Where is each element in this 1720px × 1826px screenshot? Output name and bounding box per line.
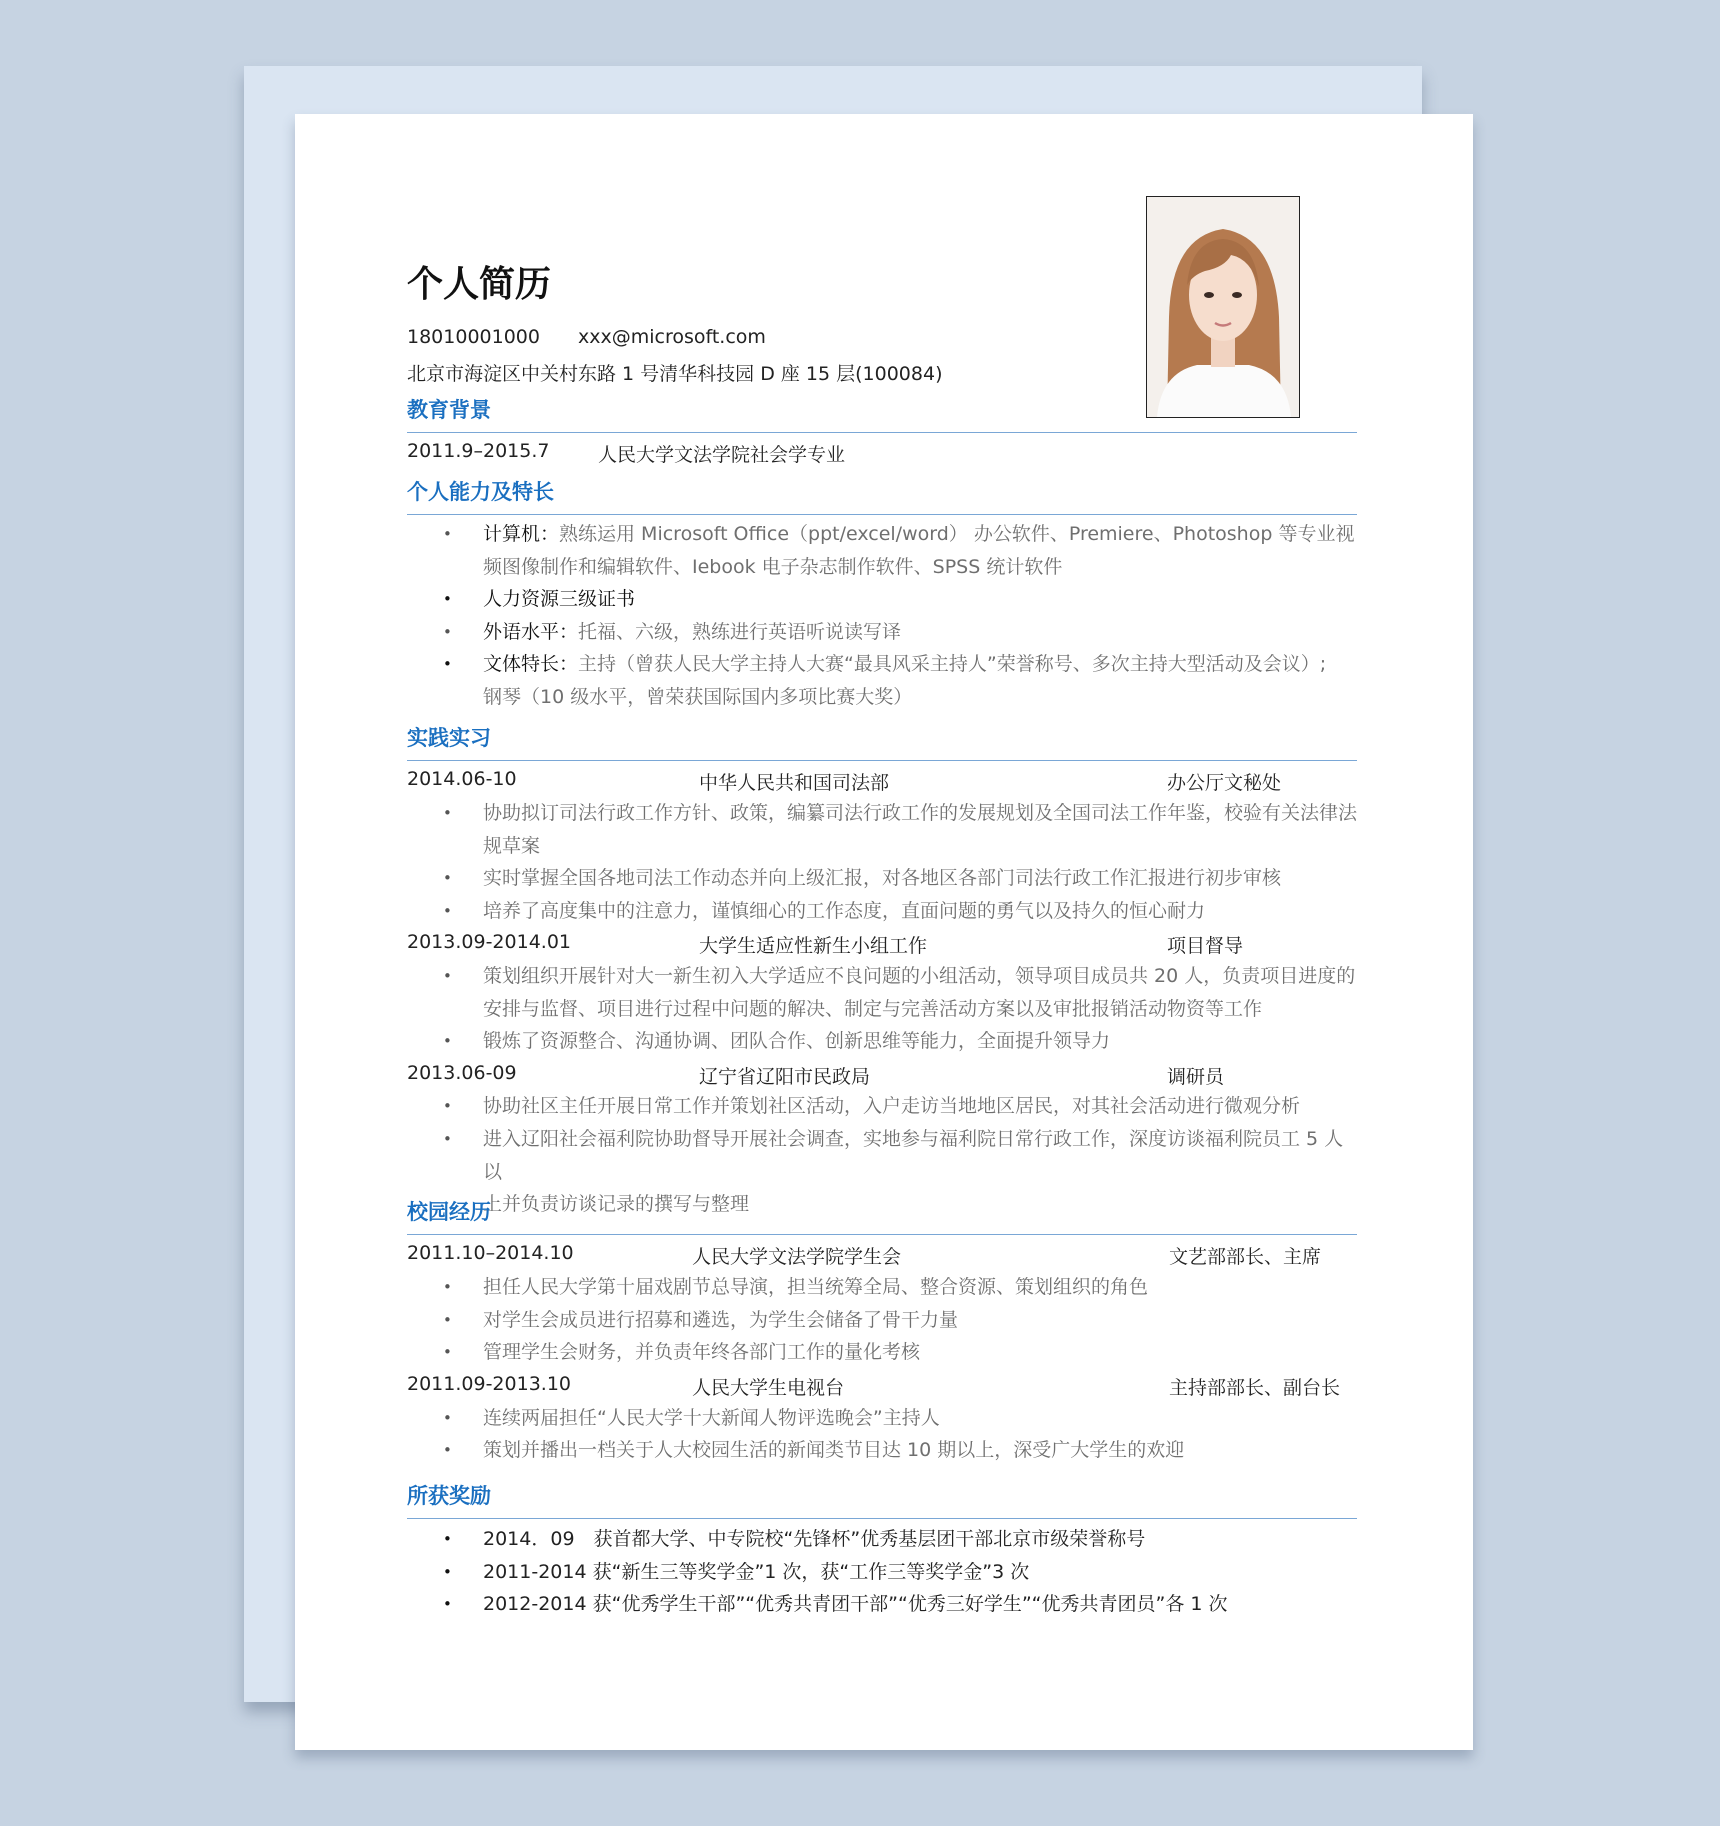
section-title-skills: 个人能力及特长 [407, 480, 554, 504]
job-role: 项目督导 [1167, 935, 1244, 957]
resume-page [295, 114, 1473, 1750]
education-school: 人民大学文法学院社会学专业 [598, 444, 846, 466]
section-divider [407, 1234, 1357, 1235]
award-text: 2014．09 获首都大学、中专院校“先锋杯”优秀基层团干部北京市级荣誉称号 [483, 1528, 1146, 1550]
award-text: 2011-2014 获“新生三等奖学金”1 次，获“工作三等奖学金”3 次 [483, 1561, 1030, 1583]
education-period: 2011.9–2015.7 [407, 440, 550, 462]
skill-text: 熟练运用 Microsoft Office（ppt/excel/word） 办公软件、Premiere、Photoshop 等专业视 [559, 523, 1355, 545]
skill-text: 托福、六级，熟练进行英语听说读写译 [578, 621, 902, 643]
job-bullet-text: 协助社区主任开展日常工作并策划社区活动，入户走访当地地区居民，对其社会活动进行微观分析 [483, 1095, 1301, 1117]
section-divider [407, 760, 1357, 761]
bullet-icon: • [443, 804, 452, 822]
skill-label: 文体特长： [483, 653, 579, 675]
skill-text: 频图像制作和编辑软件、Iebook 电子杂志制作软件、SPSS 统计软件 [483, 555, 1063, 578]
campus-bullet-text: 连续两届担任“人民大学十大新闻人物评选晚会”主持人 [483, 1407, 940, 1429]
resume-title: 个人简历 [407, 264, 552, 305]
bullet-icon: • [443, 655, 452, 673]
job-bullet-text: 上并负责访谈记录的撰写与整理 [483, 1193, 750, 1215]
profile-photo [1146, 196, 1300, 418]
bullet-icon: • [443, 902, 452, 920]
bullet-icon: • [443, 1311, 452, 1329]
section-title-practice: 实践实习 [407, 726, 491, 750]
bullet-icon: • [443, 590, 452, 608]
campus-org: 人民大学文法学院学生会 [692, 1246, 902, 1268]
phone-number: 18010001000 [407, 326, 540, 348]
job-bullet-text: 实时掌握全国各地司法工作动态并向上级汇报，对各地区各部门司法行政工作汇报进行初步审核 [483, 867, 1282, 889]
campus-bullet-text: 担任人民大学第十届戏剧节总导演，担当统筹全局、整合资源、策划组织的角色 [483, 1276, 1149, 1298]
job-bullet-text: 协助拟订司法行政工作方针、政策，编纂司法行政工作的发展规划及全国司法工作年鉴，校验有关法律法 [483, 802, 1358, 824]
job-header [407, 931, 1357, 957]
section-divider [407, 514, 1357, 515]
job-org: 大学生适应性新生小组工作 [699, 935, 928, 957]
bullet-icon: • [443, 1343, 452, 1361]
section-title-awards: 所获奖励 [407, 1484, 491, 1508]
bullet-icon: • [443, 623, 452, 641]
bullet-icon: • [443, 1441, 452, 1459]
campus-period: 2011.10–2014.10 [407, 1242, 574, 1264]
campus-bullet-text: 策划并播出一档关于人大校园生活的新闻类节目达 10 期以上，深受广大学生的欢迎 [483, 1439, 1185, 1461]
bullet-icon: • [443, 525, 452, 543]
campus-org: 人民大学生电视台 [692, 1377, 845, 1399]
job-bullet-text: 策划组织开展针对大一新生初入大学适应不良问题的小组活动，领导项目成员共 20 人，负责项目进度的 [483, 965, 1356, 987]
job-bullet-text: 锻炼了资源整合、沟通协调、团队合作、创新思维等能力，全面提升领导力 [483, 1030, 1111, 1052]
email-address: xxx@microsoft.com [577, 326, 766, 348]
bullet-icon: • [443, 1130, 452, 1148]
job-org: 中华人民共和国司法部 [699, 772, 890, 794]
job-period: 2013.09-2014.01 [407, 931, 571, 953]
address: 北京市海淀区中关村东路 1 号清华科技园 D 座 15 层(100084) [407, 363, 943, 385]
campus-bullet-text: 对学生会成员进行招募和遴选，为学生会储备了骨干力量 [483, 1309, 959, 1331]
bullet-icon: • [443, 1530, 452, 1548]
education-row [407, 440, 1357, 466]
bullet-icon: • [443, 869, 452, 887]
job-role: 调研员 [1167, 1066, 1225, 1088]
skill-label: 人力资源三级证书 [483, 588, 636, 610]
job-bullet-text: 规草案 [483, 834, 541, 857]
job-period: 2013.06-09 [407, 1062, 517, 1084]
bullet-icon: • [443, 1032, 452, 1050]
section-title-education: 教育背景 [407, 398, 491, 422]
job-org: 辽宁省辽阳市民政局 [699, 1066, 871, 1088]
campus-period: 2011.09-2013.10 [407, 1373, 571, 1395]
award-text: 2012-2014 获“优秀学生干部”“优秀共青团干部”“优秀三好学生”“优秀共青团员”各 1 次 [483, 1593, 1228, 1615]
bullet-icon: • [443, 1595, 452, 1613]
section-divider [407, 1518, 1357, 1519]
job-bullet-text: 安排与监督、项目进行过程中问题的解决、制定与完善活动方案以及审批报销活动物资等工作 [483, 997, 1263, 1020]
campus-role: 主持部部长、副台长 [1169, 1377, 1341, 1399]
campus-bullet-text: 管理学生会财务，并负责年终各部门工作的量化考核 [483, 1341, 921, 1363]
skill-label: 计算机： [483, 523, 560, 545]
section-divider [407, 432, 1357, 433]
campus-header [407, 1373, 1357, 1399]
job-period: 2014.06-10 [407, 768, 517, 790]
campus-role: 文艺部部长、主席 [1169, 1246, 1322, 1268]
job-header [407, 768, 1357, 794]
contact-line [407, 326, 766, 348]
skill-text: 钢琴（10 级水平，曾荣获国际国内多项比赛大奖） [483, 685, 913, 708]
section-title-campus: 校园经历 [407, 1200, 491, 1224]
skill-text: 主持（曾获人民大学主持人大赛“最具风采主持人”荣誉称号、多次主持大型活动及会议）; [578, 653, 1327, 675]
job-bullet-text: 培养了高度集中的注意力，谨慎细心的工作态度，直面问题的勇气以及持久的恒心耐力 [483, 900, 1206, 922]
bullet-icon: • [443, 1563, 452, 1581]
skill-label: 外语水平： [483, 621, 579, 643]
bullet-icon: • [443, 1278, 452, 1296]
job-role: 办公厅文秘处 [1167, 772, 1282, 794]
bullet-icon: • [443, 967, 452, 985]
job-header [407, 1062, 1357, 1088]
bullet-icon: • [443, 1409, 452, 1427]
bullet-icon: • [443, 1097, 452, 1115]
job-bullet-text: 进入辽阳社会福利院协助督导开展社会调查，实地参与福利院日常行政工作，深度访谈福利院员工 5 人以 [483, 1128, 1344, 1183]
campus-header [407, 1242, 1357, 1268]
